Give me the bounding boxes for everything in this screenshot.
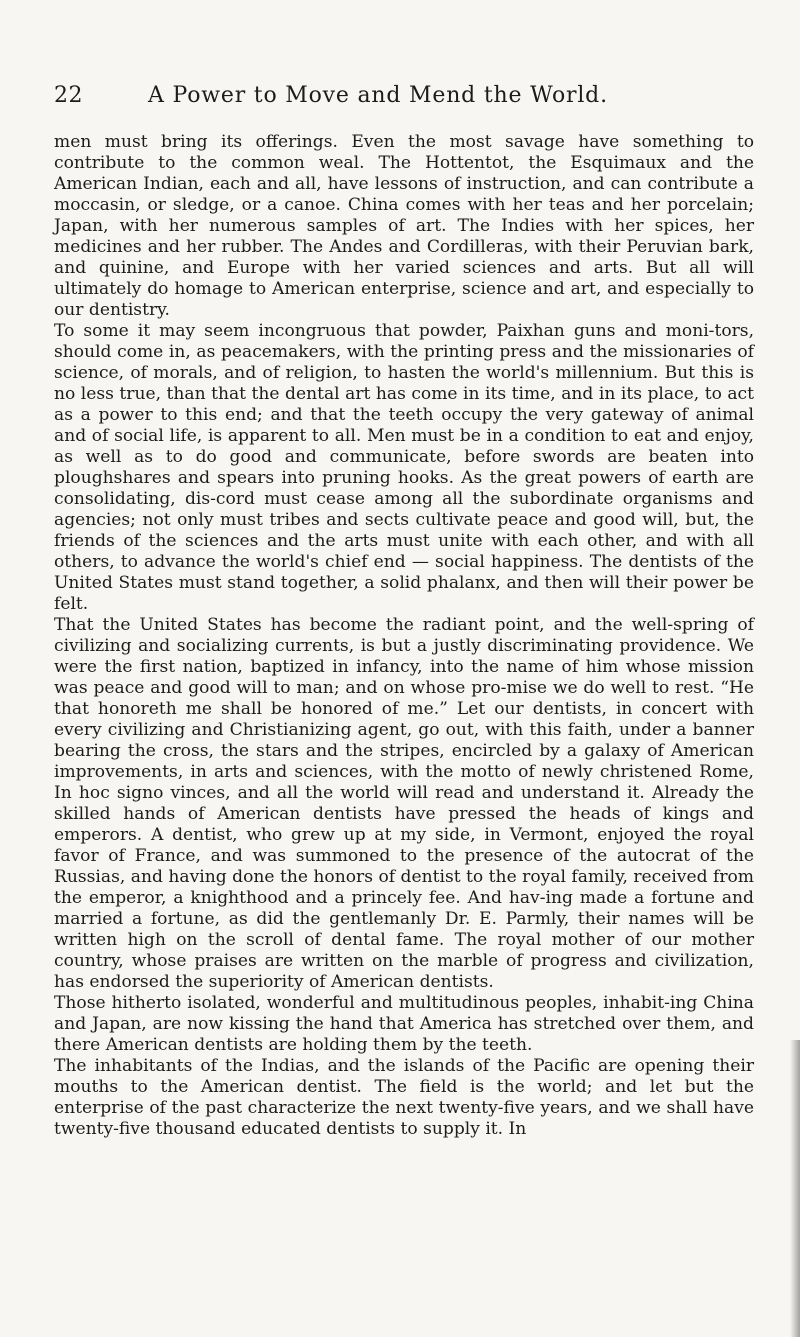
body-text — [54, 132, 754, 1140]
page-number: 22 — [54, 83, 83, 108]
paragraph: That the United States has become the radiant point, and the well-spring of civilizing and socializing currents, is but a justly discriminating providence. We were the first nation, baptized in infancy, into the name of him whose mission was peace and good will to man; and on whose pro-mise we do well to rest. “He that honoreth me shall be honored of me.” Let our dentists, in concert with every civilizing and Christianizing agent, go out, with this faith, under a banner bearing the cross, the stars and the stripes, encircled by a galaxy of American improvements, in arts and sciences, with the motto of newly christened Rome, In hoc signo vinces, and all the world will read and understand it. Already the skilled hands of American dentists have pressed the heads of kings and emperors. A dentist, who grew up at my side, in Vermont, enjoyed the royal favor of France, and was summoned to the presence of the autocrat of the Russias, and having done the honors of dentist to the royal family, received from the emperor, a knighthood and a princely fee. And hav-ing made a fortune and married a fortune, as did the gentlemanly Dr. E. Parmly, their names will be written high on the scroll of dental fame. The royal mother of our mother country, whose praises are written on the marble of progress and civilization, has endorsed the superiority of American dentists. — [54, 615, 754, 992]
page-header — [54, 83, 654, 117]
page-edge-shadow — [790, 1040, 800, 1337]
paragraph: Those hitherto isolated, wonderful and multitudinous peoples, inhabit-ing China and Japan, are now kissing the hand that America has stretched over them, and there American dentists are holding them by the teeth. — [54, 993, 754, 1055]
paragraph: The inhabitants of the Indias, and the islands of the Pacific are opening their mouths to the American dentist. The field is the world; and let but the enterprise of the past characterize the next twenty-five years, and we shall have twenty-five thousand educated dentists to supply it. In — [54, 1056, 754, 1139]
paragraph: To some it may seem incongruous that powder, Paixhan guns and moni-tors, should come in, as peacemakers, with the printing press and the missionaries of science, of morals, and of religion, to hasten the world's millennium. But this is no less true, than that the dental art has come in its time, and in its place, to act as a power to this end; and that the teeth occupy the very gateway of animal and of social life, is apparent to all. Men must be in a condition to eat and enjoy, as well as to do good and communicate, before swords are beaten into ploughshares and spears into pruning hooks. As the great powers of earth are consolidating, dis-cord must cease among all the subordinate organisms and agencies; not only must tribes and sects cultivate peace and good will, but, the friends of the sciences and the arts must unite with each other, and with all others, to advance the world's chief end — social happiness. The dentists of the United States must stand together, a solid phalanx, and then will their power be felt. — [54, 321, 754, 614]
running-title: A Power to Move and Mend the World. — [148, 83, 608, 108]
paragraph: men must bring its offerings. Even the most savage have something to contribute to the common weal. The Hottentot, the Esquimaux and the American Indian, each and all, have lessons of instruction, and can contribute a moccasin, or sledge, or a canoe. China comes with her teas and her porcelain; Japan, with her numerous samples of art. The Indies with her spices, her medicines and her rubber. The Andes and Cordilleras, with their Peruvian bark, and quinine, and Europe with her varied sciences and arts. But all will ultimately do homage to American enterprise, science and art, and especially to our dentistry. — [54, 132, 754, 320]
